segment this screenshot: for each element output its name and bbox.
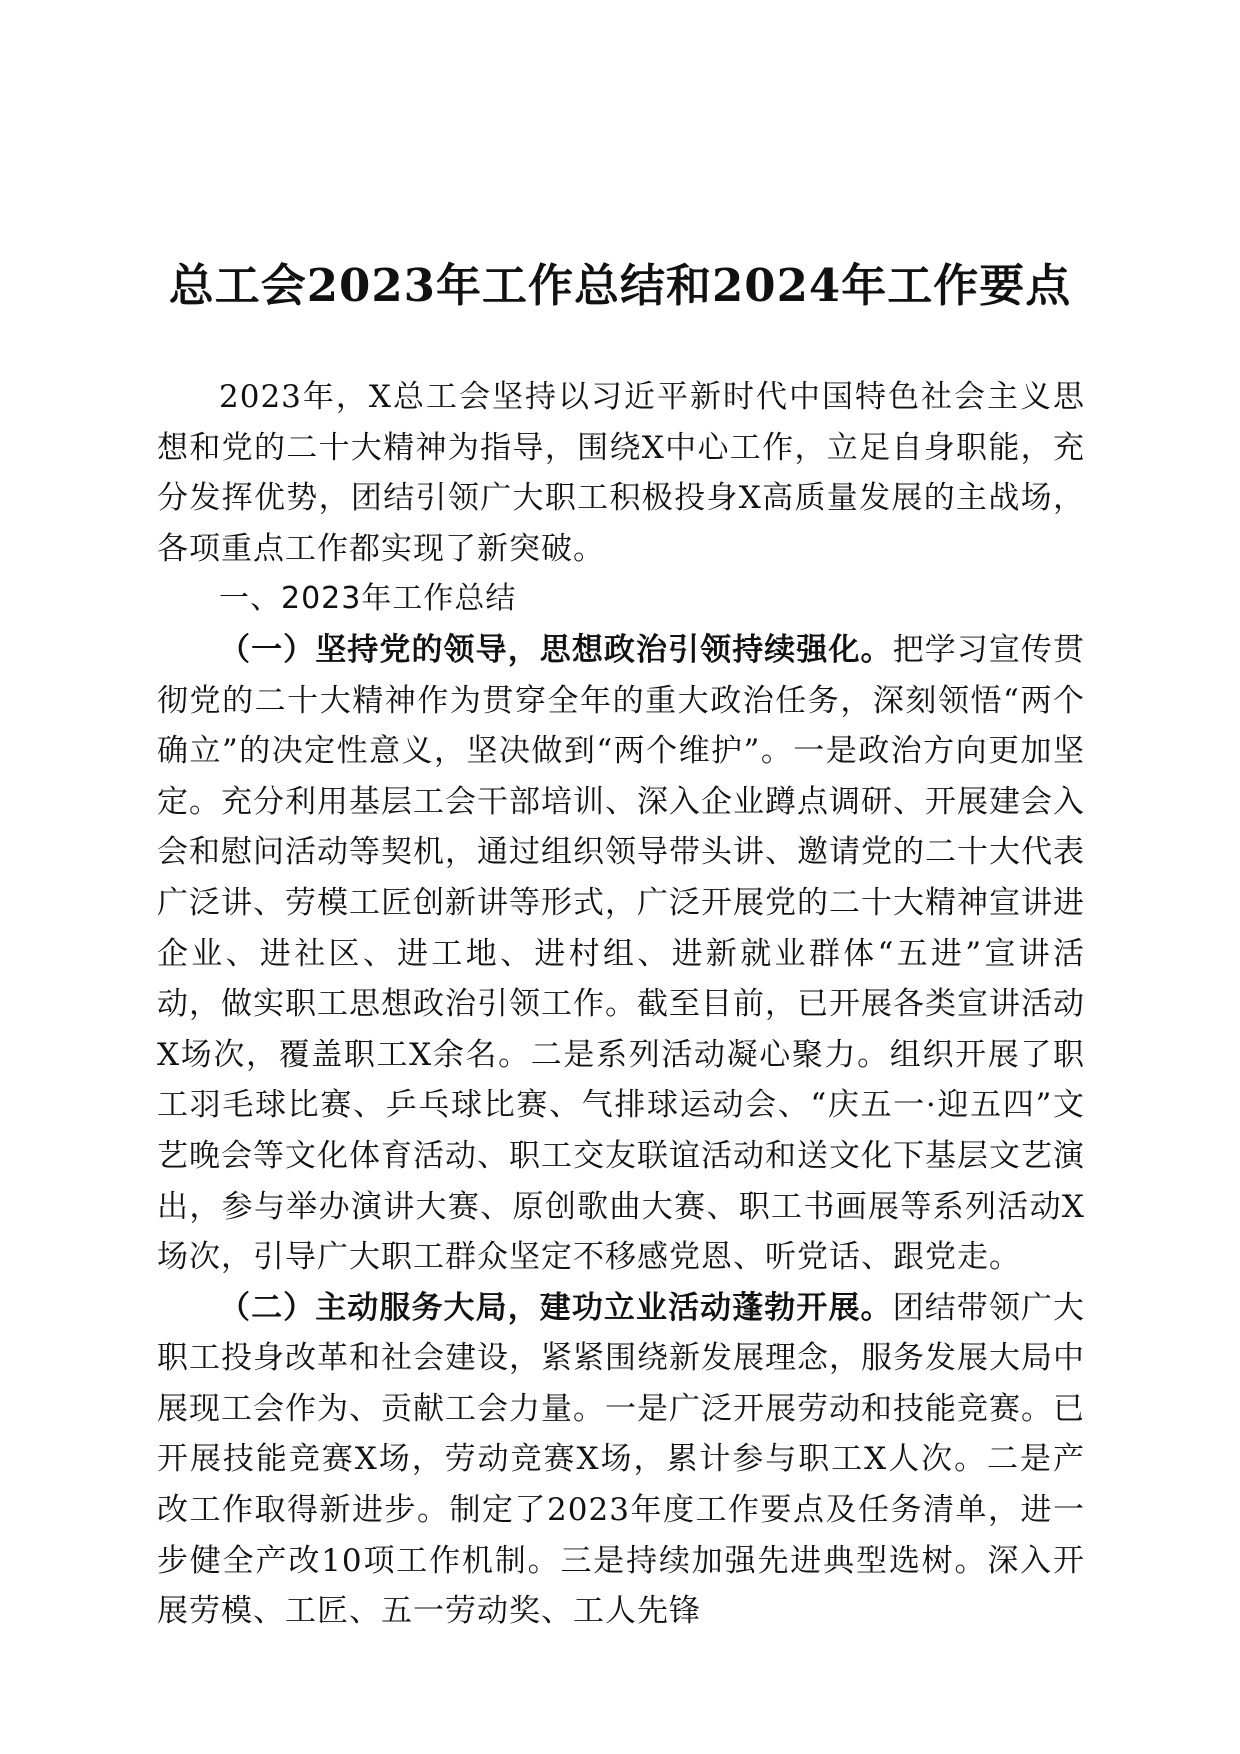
section-heading: 一、2023年工作总结 [219, 581, 517, 617]
intro-paragraph: 2023年，X总工会坚持以习近平新时代中国特色社会主义思想和党的二十大精神为指导，围绕X中心工作，立足自身职能，充分发挥优势，团结引领广大职工积极投身X高质量发展的主战场，各项重点工作都实现了新突破。 [157, 379, 1085, 567]
paragraph-lead: （二）主动服务大局，建功立业活动蓬勃开展。 [219, 1289, 893, 1326]
document-body [157, 372, 1085, 1637]
paragraph-part-2 [157, 1283, 1085, 1637]
document-title: 总工会2023年工作总结和2024年工作要点 [168, 259, 1072, 313]
paragraph-lead: （一）坚持党的领导，思想政治引领持续强化。 [219, 631, 893, 668]
paragraph-text: 团结带领广大职工投身改革和社会建设，紧紧围绕新发展理念，服务发展大局中展现工会作为、贡献工会力量。一是广泛开展劳动和技能竞赛。已开展技能竞赛X场，劳动竞赛X场，累计参与职工X人次。二是产改工作取得新进步。制定了2023年度工作要点及任务清单，进一步健全产改10项工作机制。三是持续加强先进典型选树。深入开展劳模、工匠、五一劳动奖、工人先锋 [157, 1289, 1086, 1630]
paragraph-part-1 [157, 625, 1085, 1283]
paragraph-text: 把学习宣传贯彻党的二十大精神作为贯穿全年的重大政治任务，深刻领悟“两个确立”的决定性意义，坚决做到“两个维护”。一是政治方向更加坚定。充分利用基层工会干部培训、深入企业蹲点调研、开展建会入会和慰问活动等契机，通过组织领导带头讲、邀请党的二十大代表广泛讲、劳模工匠创新讲等形式，广泛开展党的二十大精神宣讲进企业、进社区、进工地、进村组、进新就业群体“五进”宣讲活动，做实职工思想政治引领工作。截至目前，已开展各类宣讲活动X场次，覆盖职工X余名。二是系列活动凝心聚力。组织开展了职工羽毛球比赛、乒乓球比赛、气排球运动会、“庆五一·迎五四”文艺晚会等文化体育活动、职工交友联谊活动和送文化下基层文艺演出，参与举办演讲大赛、原创歌曲大赛、职工书画展等系列活动X场次，引导广大职工群众坚定不移感党恩、听党话、跟党走。 [157, 631, 1086, 1276]
